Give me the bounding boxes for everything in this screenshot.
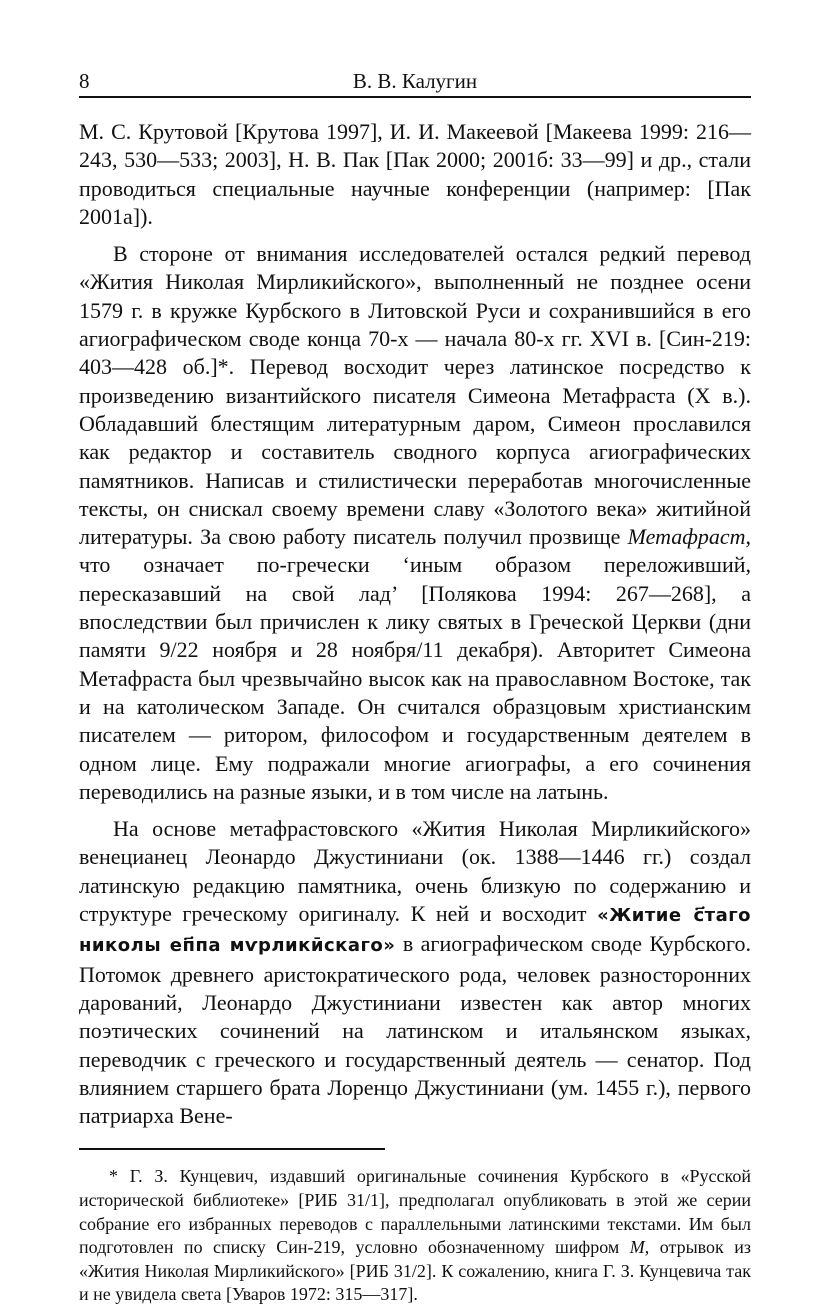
paragraph-text: На основе метафрастовского «Жития Николая Мирликийского» венецианец Леонардо Джустиниани (ок. 1388—1446 гг.) создал латинскую редакцию памятника, очень близкую по содержанию и структуре греческому оригиналу. К ней и восходит	[79, 816, 751, 927]
footnote-text-after: , отрывок из «Жития Николая Мирликийского» [РИБ 31/2]. К сожалению, книга Г. З. Кунцевича так и не увидела света [Уваров 1972: 315—317].	[79, 1237, 752, 1305]
book-page	[79, 66, 751, 1307]
church-slavonic-title: «Житие с҃таго николы еп҃па мѵрликӣскаго»	[79, 905, 751, 957]
footnote	[79, 1165, 751, 1307]
paragraph-metaphrast	[79, 240, 751, 806]
footnote-divider	[79, 1148, 385, 1150]
running-head-author: В. В. Калугин	[352, 69, 478, 93]
paragraph-text-after: в агиографическом своде Курбского. Потомок древнего аристократического рода, человек разносторонних дарований, Леонардо Джустиниани известен как автор многих поэтических сочинений на латинском и итальянском языках, переводчик с греческого и государственный деятель — сенатор. Под влиянием старшего брата Лоренцо Джустиниани (ум. 1455 г.), первого патриарха Вене-	[79, 931, 751, 1129]
page-number: 8	[79, 69, 90, 93]
footnote-italic-cipher: М	[629, 1237, 645, 1258]
footnote-text: * Г. З. Кунцевич, издавший оригинальные сочинения Курбского в «Русской исторической библиотеке» [РИБ 31/1], предполагал опубликовать в этой же серии собрание его избранных переводов с параллельными латинскими текстами. Им был подготовлен по списку Син-219, условно обозначенному шифром	[79, 1166, 751, 1258]
paragraph-text-after: , что означает по-гречески ‘иным образом переложивший, пересказавший на свой лад’ [Полякова 1994: 267—268], а впоследствии был причислен к лику святых в Греческой Церкви (дни памяти 9/22 ноября и 28 ноября/11 декабря). Авторитет Симеона Метафраста был чрезвычайно высок как на православном Востоке, так и на католическом Западе. Он считался образцовым христианским писателем — ритором, философом и государственным деятелем в одном лице. Ему подражали многие агиографы, а его сочинения переводились на разные языки, и в том числе на латынь.	[79, 524, 751, 804]
paragraph-continuation	[79, 118, 751, 231]
paragraph-giustiniani	[79, 815, 751, 1130]
italic-term: Метафраст	[627, 524, 746, 550]
paragraph-text: М. С. Крутовой [Крутова 1997], И. И. Макеевой [Макеева 1999: 216—243, 530—533; 2003], Н. В. Пак [Пак 2000; 2001б: 33—99] и др., стали проводиться специальные научные конференции (например: [Пак 2001а]).	[79, 119, 751, 229]
paragraph-text: В стороне от внимания исследователей остался редкий перевод «Жития Николая Мирликийского», выполненный не позднее осени 1579 г. в кружке Курбского в Литовской Руси и сохранившийся в его агиографическом своде конца 70-х — начала 80-х гг. XVI в. [Син-219: 403—428 об.]*. Перевод восходит через латинское посредство к произведению византийского писателя Симеона Метафраста (X в.). Обладавший блестящим литературным даром, Симеон прославился как редактор и составитель сводного корпуса агиографических памятников. Написав и стилистически переработав многочисленные тексты, он снискал своему времени славу «Золотого века» житийной литературы. За свою работу писатель получил прозвище	[79, 241, 751, 550]
running-head	[79, 66, 751, 98]
body-text	[79, 118, 751, 1130]
